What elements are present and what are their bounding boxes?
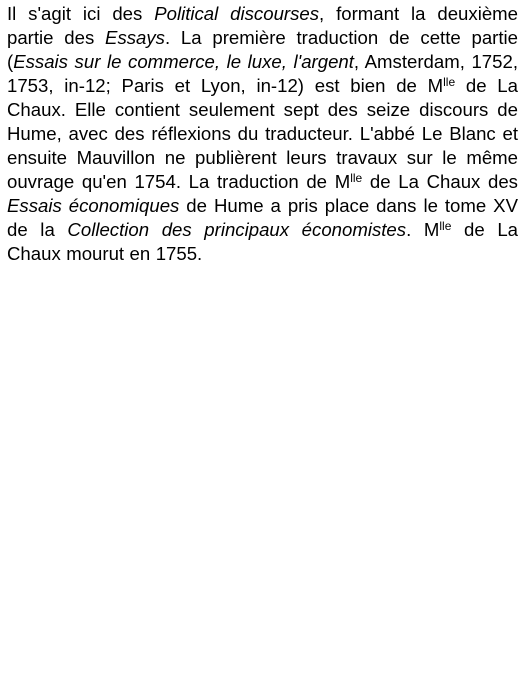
text-segment: de La Chaux. Elle contient seulement sept des seize discours de Hume, avec des réflexions du traducteur. L'abbé Le Blanc et ensuite Mauvillon ne publièrent leurs travaux sur le même ouvrage qu'en 1754. La traduction de M [7, 75, 518, 192]
text-segment: . La première traduction de cette partie ( [7, 27, 518, 72]
italic-title-collection: Collection des principaux économistes [67, 219, 407, 240]
italic-title-essais-economiques: Essais économiques [7, 195, 180, 216]
italic-title-essais-sur-le-commerce: Essais sur le commerce, le luxe, l'argent [13, 51, 354, 72]
italic-title-political-discourses: Political discourses [154, 3, 320, 24]
text-segment: Il s'agit ici des [7, 3, 155, 24]
superscript-lle: lle [350, 171, 363, 185]
body-paragraph [7, 2, 518, 266]
text-segment: , formant la deuxième partie des [7, 3, 518, 48]
superscript-lle: lle [439, 219, 452, 233]
text-segment: . M [406, 219, 440, 240]
text-segment: de La Chaux mourut en 1755. [7, 219, 519, 264]
text-segment: de Hume a pris place dans le tome XV de la [7, 195, 518, 240]
italic-title-essays: Essays [105, 27, 165, 48]
superscript-lle: lle [443, 75, 456, 89]
text-segment: de La Chaux des [362, 171, 518, 192]
text-segment: , Amsterdam, 1752, 1753, in-12; Paris et Lyon, in-12) est bien de M [7, 51, 518, 96]
